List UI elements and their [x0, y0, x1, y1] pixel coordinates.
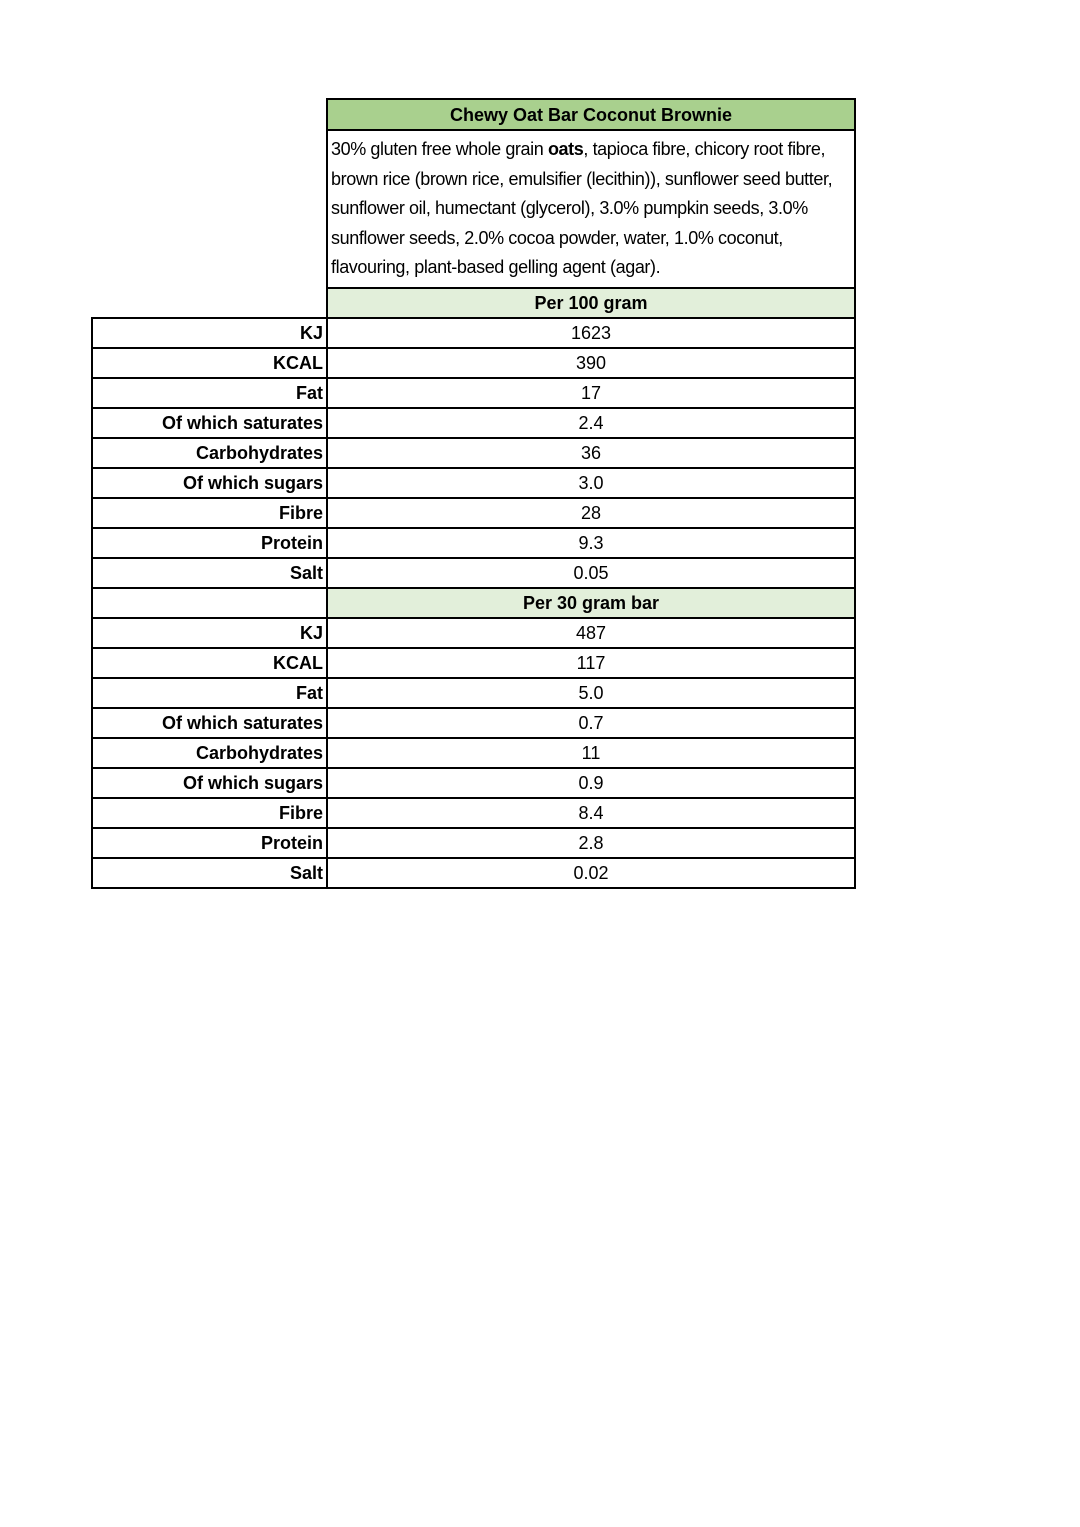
per-bar-rows — [92, 618, 855, 888]
nutrient-label: Of which saturates — [92, 708, 327, 738]
ingredients-part-2: , tapioca fibre, chicory root fibre, brown rice (brown rice, emulsifier (lecithin)), sunflower seed butter, sunflower oil, humectant (glycerol), 3.0% pumpkin seeds, 3.0% sunflower seeds, 2.0% cocoa powder, water, 1.0% coconut, flavouring, plant-based gelling agent (agar). — [331, 139, 833, 277]
per-100g-rows — [92, 318, 855, 588]
table-row — [92, 438, 855, 468]
nutrient-value: 5.0 — [327, 678, 855, 708]
table-row — [92, 798, 855, 828]
nutrient-label: Carbohydrates — [92, 738, 327, 768]
table-row — [92, 528, 855, 558]
nutrient-label: Protein — [92, 828, 327, 858]
table-row — [92, 858, 855, 888]
nutrient-label: Fat — [92, 378, 327, 408]
table-row — [92, 318, 855, 348]
nutrient-value: 390 — [327, 348, 855, 378]
nutrient-value: 28 — [327, 498, 855, 528]
nutrition-sheet — [91, 98, 856, 889]
per-100g-heading: Per 100 gram — [327, 288, 855, 318]
table-row — [92, 408, 855, 438]
nutrient-value: 2.4 — [327, 408, 855, 438]
nutrient-label: Salt — [92, 558, 327, 588]
table-row — [92, 558, 855, 588]
nutrient-label: Fibre — [92, 798, 327, 828]
nutrient-value: 0.7 — [327, 708, 855, 738]
nutrient-label: Fibre — [92, 498, 327, 528]
table-row — [92, 648, 855, 678]
nutrient-value: 0.9 — [327, 768, 855, 798]
nutrient-label: Of which sugars — [92, 768, 327, 798]
table-row — [92, 378, 855, 408]
per-bar-heading: Per 30 gram bar — [327, 588, 855, 618]
nutrient-value: 0.02 — [327, 858, 855, 888]
nutrition-table — [91, 98, 856, 889]
nutrient-value: 2.8 — [327, 828, 855, 858]
nutrient-value: 11 — [327, 738, 855, 768]
table-row — [92, 468, 855, 498]
per-100g-heading-row — [92, 288, 855, 318]
nutrient-label: Salt — [92, 858, 327, 888]
nutrient-label: Protein — [92, 528, 327, 558]
table-row — [92, 498, 855, 528]
table-row — [92, 738, 855, 768]
table-row — [92, 828, 855, 858]
title-row — [92, 99, 855, 130]
nutrient-label: KCAL — [92, 648, 327, 678]
ingredients-part-1: 30% gluten free whole grain — [331, 139, 548, 159]
product-title: Chewy Oat Bar Coconut Brownie — [327, 99, 855, 130]
nutrient-value: 8.4 — [327, 798, 855, 828]
empty-cell — [92, 288, 327, 318]
nutrient-label: Of which saturates — [92, 408, 327, 438]
ingredients-text — [327, 130, 855, 288]
ingredients-row — [92, 130, 855, 288]
nutrient-label: KJ — [92, 618, 327, 648]
nutrient-label: KJ — [92, 318, 327, 348]
nutrient-value: 117 — [327, 648, 855, 678]
table-row — [92, 768, 855, 798]
empty-cell — [92, 99, 327, 130]
nutrient-value: 36 — [327, 438, 855, 468]
ingredients-bold-oats: oats — [547, 139, 584, 159]
empty-cell — [92, 588, 327, 618]
table-row — [92, 618, 855, 648]
nutrient-value: 1623 — [327, 318, 855, 348]
table-row — [92, 348, 855, 378]
table-row — [92, 708, 855, 738]
nutrient-value: 0.05 — [327, 558, 855, 588]
empty-cell — [92, 130, 327, 288]
per-bar-heading-row — [92, 588, 855, 618]
nutrient-value: 9.3 — [327, 528, 855, 558]
nutrient-value: 3.0 — [327, 468, 855, 498]
nutrient-label: KCAL — [92, 348, 327, 378]
nutrient-value: 487 — [327, 618, 855, 648]
nutrient-value: 17 — [327, 378, 855, 408]
table-row — [92, 678, 855, 708]
nutrient-label: Carbohydrates — [92, 438, 327, 468]
nutrient-label: Fat — [92, 678, 327, 708]
nutrient-label: Of which sugars — [92, 468, 327, 498]
